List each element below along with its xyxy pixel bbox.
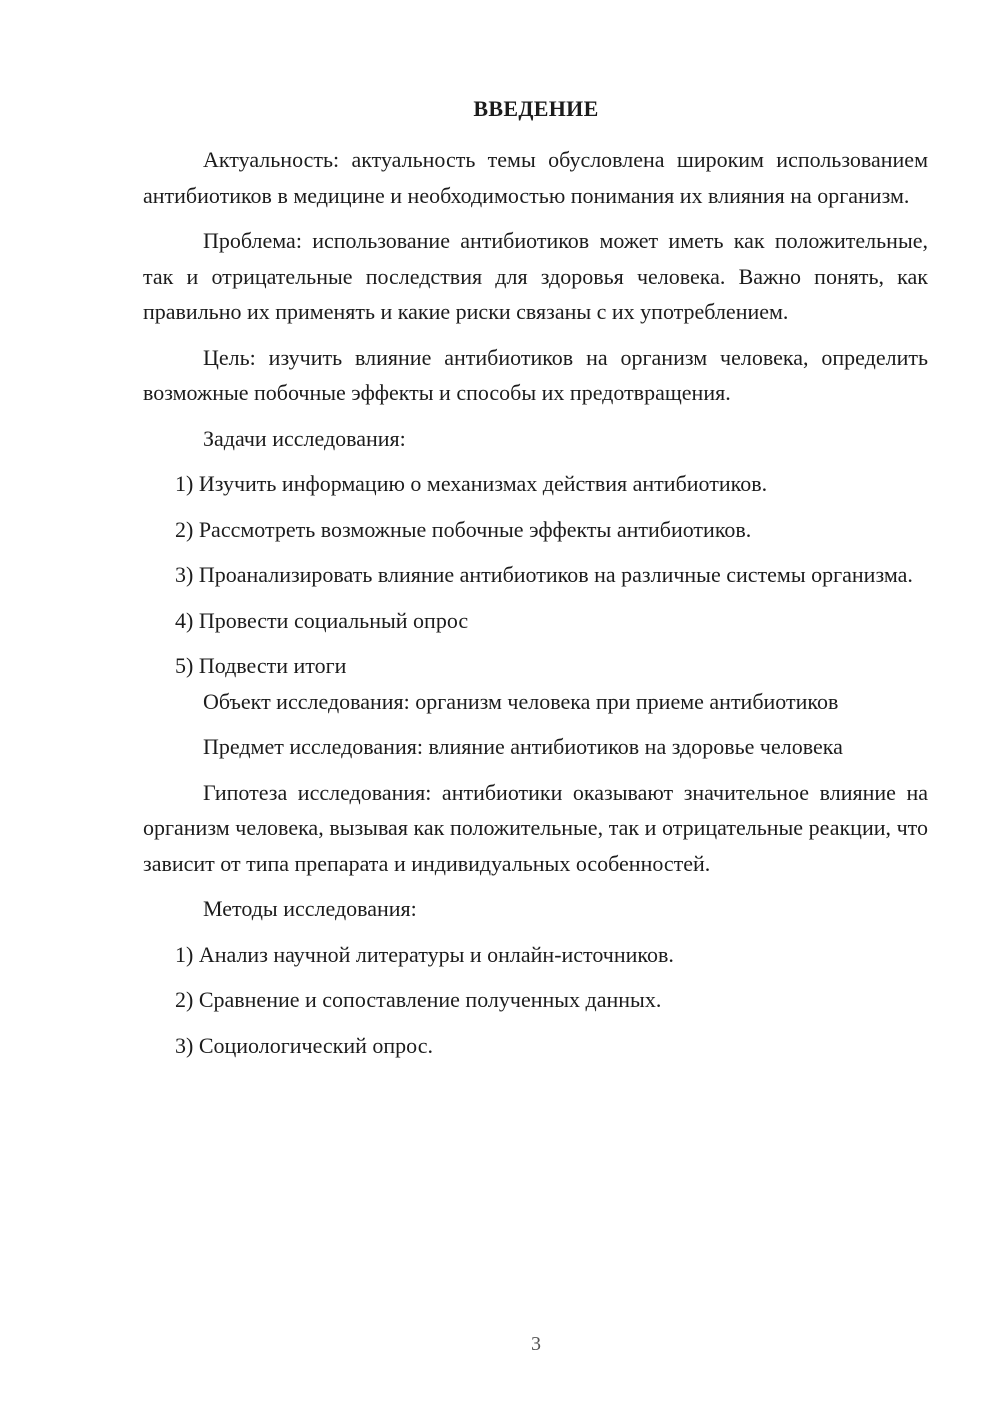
- task-item: 2) Рассмотреть возможные побочные эффекты антибиотиков.: [175, 516, 752, 542]
- section-heading: ВВЕДЕНИЕ: [473, 96, 599, 121]
- method-item: 3) Социологический опрос.: [175, 1032, 433, 1058]
- problem-paragraph: Проблема: использование антибиотиков может иметь как положительные, так и отрицательные последствия для здоровья человека. Важно понять, как правильно их применять и какие риски связаны с их употреблением.: [143, 228, 928, 324]
- object-paragraph: Объект исследования: организм человека при приеме антибиотиков: [203, 688, 839, 714]
- goal-paragraph: Цель: изучить влияние антибиотиков на организм человека, определить возможные побочные эффекты и способы их предотвращения.: [143, 344, 928, 405]
- task-item: 4) Провести социальный опрос: [175, 607, 469, 633]
- tasks-heading: Задачи исследования:: [203, 425, 406, 451]
- method-item: 1) Анализ научной литературы и онлайн-источников.: [175, 941, 674, 967]
- document-body: [143, 142, 928, 1073]
- task-item: 1) Изучить информацию о механизмах действия антибиотиков.: [175, 471, 768, 496]
- page-number: 3: [531, 1333, 541, 1355]
- task-item: 5) Подвести итоги: [175, 653, 347, 678]
- task-item: 3) Проанализировать влияние антибиотиков на различные системы организма.: [175, 562, 913, 587]
- hypothesis-paragraph: Гипотеза исследования: антибиотики оказывают значительное влияние на организм человека, вызывая как положительные, так и отрицательные реакции, что зависит от типа препарата и индивидуальных особенностей.: [143, 779, 928, 876]
- methods-heading: Методы исследования:: [203, 896, 417, 921]
- subject-paragraph: Предмет исследования: влияние антибиотиков на здоровье человека: [203, 734, 843, 759]
- method-item: 2) Сравнение и сопоставление полученных данных.: [175, 987, 662, 1012]
- relevance-paragraph: Актуальность: актуальность темы обусловлена широким использованием антибиотиков в медицине и необходимостью понимания их влияния на организм.: [143, 147, 928, 208]
